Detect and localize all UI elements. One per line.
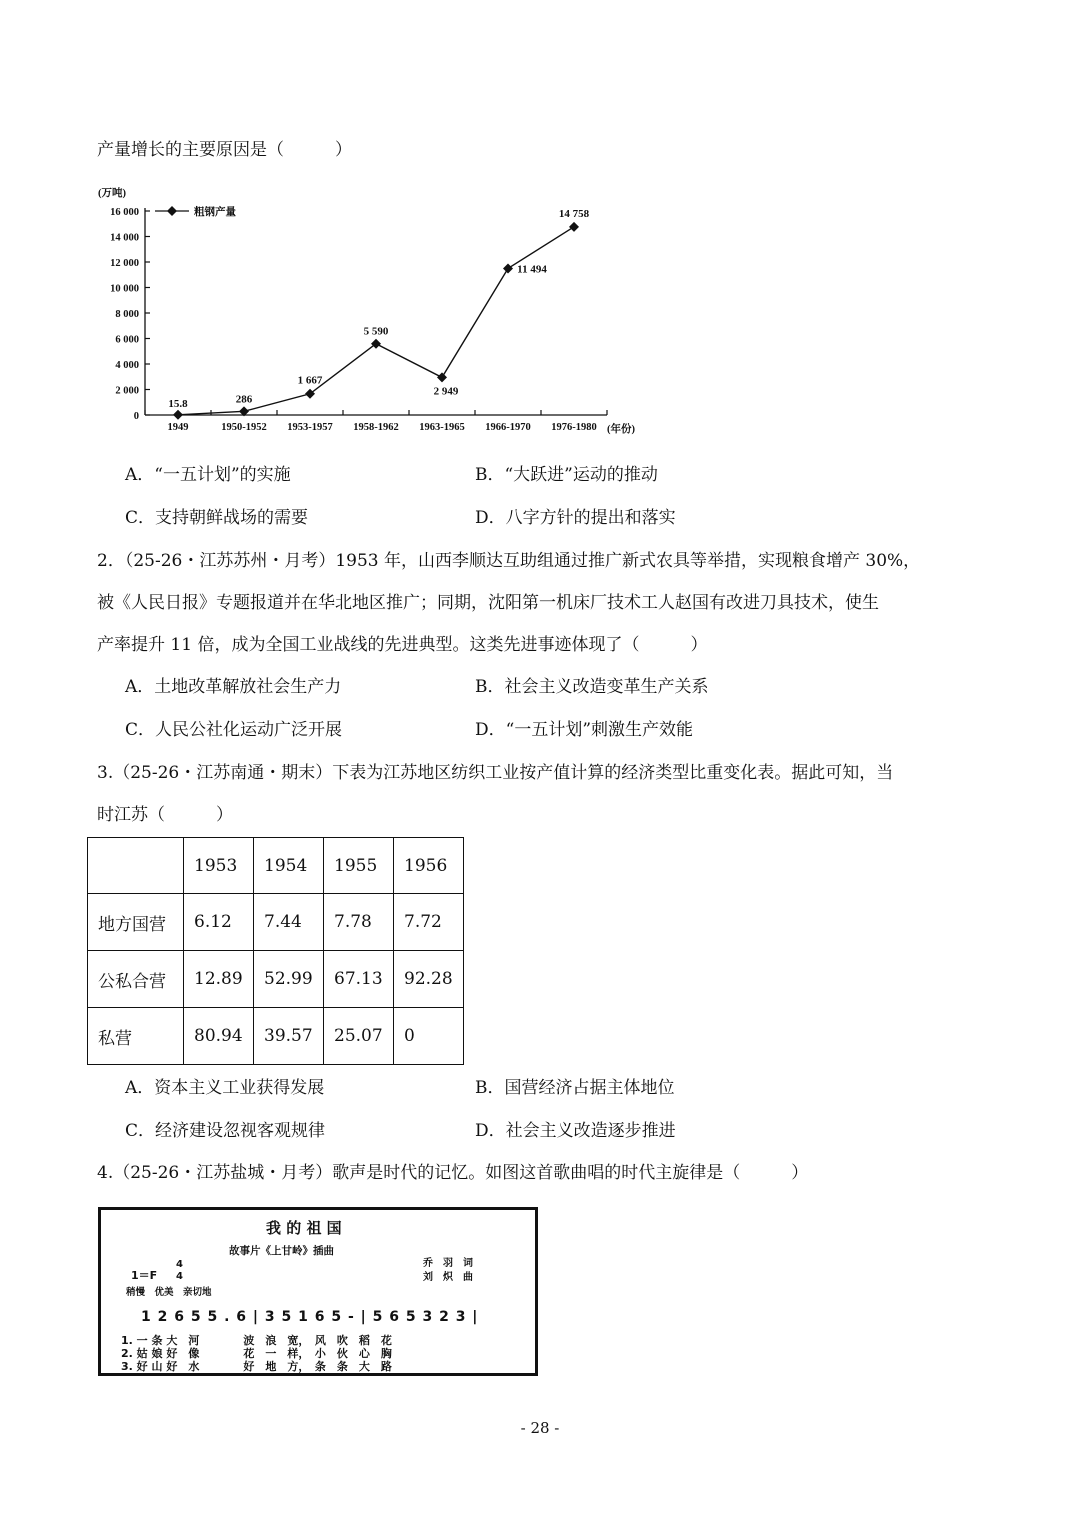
- table-cell: 1954: [254, 838, 324, 894]
- data-point: [569, 222, 579, 232]
- q1-option-b[interactable]: B．“大跃进”运动的推动: [475, 465, 658, 485]
- data-label: 14 758: [558, 207, 590, 220]
- y-tick-label: 6 000: [115, 334, 139, 346]
- table-cell: 地方国营: [88, 894, 184, 951]
- table-cell: 6.12: [184, 894, 254, 951]
- score-title: 我 的 祖 国: [266, 1219, 342, 1237]
- y-tick-label: 12 000: [110, 258, 139, 269]
- q2-stem-line2: 被《人民日报》专题报道并在华北地区推广；同期，沈阳第一机床厂技术工人赵国有改进刀具技术，使生: [97, 593, 879, 613]
- x-tick-label: 1953-1957: [287, 422, 333, 433]
- data-point: [437, 372, 447, 382]
- crude-steel-line-chart: [95, 180, 655, 440]
- y-tick-label: 8 000: [115, 309, 139, 320]
- q3-stem-line2: 时江苏（ ）: [97, 805, 233, 825]
- table-cell: 0: [394, 1008, 464, 1065]
- score-composer: 刘 炽 曲: [423, 1272, 473, 1283]
- economic-type-table: [87, 837, 464, 1065]
- table-cell: [88, 838, 184, 894]
- score-lyric-1: 1. 一 条 大 河 波 浪 宽， 风 吹 稻 花: [121, 1334, 392, 1347]
- table-row: [88, 951, 464, 1008]
- q2-stem-line3: 产率提升 11 倍，成为全国工业战线的先进典型。这类先进事迹体现了（ ）: [97, 635, 708, 655]
- table-cell: 1956: [394, 838, 464, 894]
- legend-marker: [167, 206, 177, 216]
- series-crude-steel: [173, 222, 579, 420]
- table-cell: 私营: [88, 1008, 184, 1065]
- table-cell: 7.72: [394, 894, 464, 951]
- page-number: - 28 -: [520, 1419, 560, 1437]
- x-tick-label: 1963-1965: [419, 422, 465, 433]
- q1-option-d[interactable]: D．八字方针的提出和落实: [475, 508, 676, 528]
- q1-continuation: 产量增长的主要原因是（ ）: [97, 140, 352, 160]
- data-label: 5 590: [363, 325, 389, 338]
- y-tick-label: 2 000: [115, 385, 139, 397]
- y-axis: [110, 207, 150, 422]
- score-lyric-3: 3. 好 山 好 水 好 地 方， 条 条 大 路: [121, 1360, 392, 1373]
- x-tick-label: 1950-1952: [221, 422, 267, 433]
- q3-option-c[interactable]: C．经济建设忽视客观规律: [125, 1121, 326, 1141]
- table-cell: 1953: [184, 838, 254, 894]
- q2-option-d[interactable]: D．“一五计划”刺激生产效能: [475, 720, 694, 740]
- score-lyric-2: 2. 姑 娘 好 像 花 一 样， 小 伙 心 胸: [121, 1347, 392, 1360]
- q3-stem-line1: 3.（25-26・江苏南通・期末）下表为江苏地区纺织工业按产值计算的经济类型比重变化表。据此可知，当: [97, 763, 894, 783]
- y-tick-label: 16 000: [110, 207, 139, 218]
- data-label: 11 494: [517, 263, 547, 276]
- table-cell: 7.78: [324, 894, 394, 951]
- score-tempo: 稍慢 优美 亲切地: [126, 1287, 212, 1298]
- data-point: [173, 410, 183, 420]
- x-tick-label: 1949: [167, 422, 189, 433]
- data-point: [503, 263, 513, 273]
- q2-option-c[interactable]: C．人民公社化运动广泛开展: [125, 720, 343, 740]
- data-label: 1 667: [297, 374, 323, 387]
- score-subtitle: 故事片《上甘岭》插曲: [229, 1245, 334, 1257]
- q3-option-b[interactable]: B．国营经济占据主体地位: [475, 1078, 675, 1098]
- data-label: 15.8: [168, 397, 188, 410]
- table-cell: 25.07: [324, 1008, 394, 1065]
- data-label: 2 949: [433, 385, 459, 398]
- table-row: [88, 1008, 464, 1065]
- data-label: 286: [235, 393, 253, 406]
- data-labels: [168, 208, 589, 410]
- y-tick-label: 4 000: [115, 360, 139, 371]
- table-cell: 12.89: [184, 951, 254, 1008]
- score-key: 1＝F: [131, 1269, 158, 1282]
- table-cell: 52.99: [254, 951, 324, 1008]
- score-lyricist: 乔 羽 词: [423, 1258, 473, 1269]
- legend-label: 粗钢产量: [194, 207, 236, 218]
- q2-stem-line1: 2．（25-26・江苏苏州・月考）1953 年，山西李顺达互助组通过推广新式农具等举措，实现粮食增产 30%，: [97, 551, 921, 571]
- table-cell: 39.57: [254, 1008, 324, 1065]
- score-time-bottom: 4: [176, 1271, 183, 1282]
- table-row: [88, 894, 464, 951]
- legend: [155, 205, 236, 218]
- score-notation: 1 2 6 5 5 . 6 | 3 5 1 6 5 - | 5 6 5 3 2 3 |: [141, 1309, 479, 1325]
- q1-option-a[interactable]: A．“一五计划”的实施: [125, 465, 291, 485]
- song-score-image: [98, 1207, 538, 1376]
- q2-option-b[interactable]: B．社会主义改造变革生产关系: [475, 677, 709, 697]
- y-tick-label: 0: [133, 411, 139, 422]
- x-tick-label: 1966-1970: [485, 422, 531, 433]
- table-cell: 92.28: [394, 951, 464, 1008]
- q3-option-a[interactable]: A．资本主义工业获得发展: [125, 1078, 325, 1098]
- table-cell: 67.13: [324, 951, 394, 1008]
- q3-option-d[interactable]: D．社会主义改造逐步推进: [475, 1121, 676, 1141]
- q2-option-a[interactable]: A．土地改革解放社会生产力: [125, 677, 342, 697]
- y-tick-label: 10 000: [110, 283, 139, 295]
- table-header-row: [88, 838, 464, 894]
- table-cell: 1955: [324, 838, 394, 894]
- x-unit-label: (年份): [607, 424, 635, 435]
- table-cell: 7.44: [254, 894, 324, 951]
- table-cell: 公私合营: [88, 951, 184, 1008]
- x-tick-label: 1976-1980: [551, 422, 597, 433]
- y-tick-label: 14 000: [110, 232, 139, 244]
- q4-stem-line1: 4.（25-26・江苏盐城・月考）歌声是时代的记忆。如图这首歌曲唱的时代主旋律是（ ）: [97, 1163, 809, 1183]
- series-line: [178, 227, 574, 415]
- y-unit-label: (万吨): [98, 188, 126, 199]
- q1-option-c[interactable]: C．支持朝鲜战场的需要: [125, 508, 309, 528]
- x-tick-label: 1958-1962: [353, 422, 399, 433]
- score-time-top: 4: [176, 1259, 183, 1270]
- table-cell: 80.94: [184, 1008, 254, 1065]
